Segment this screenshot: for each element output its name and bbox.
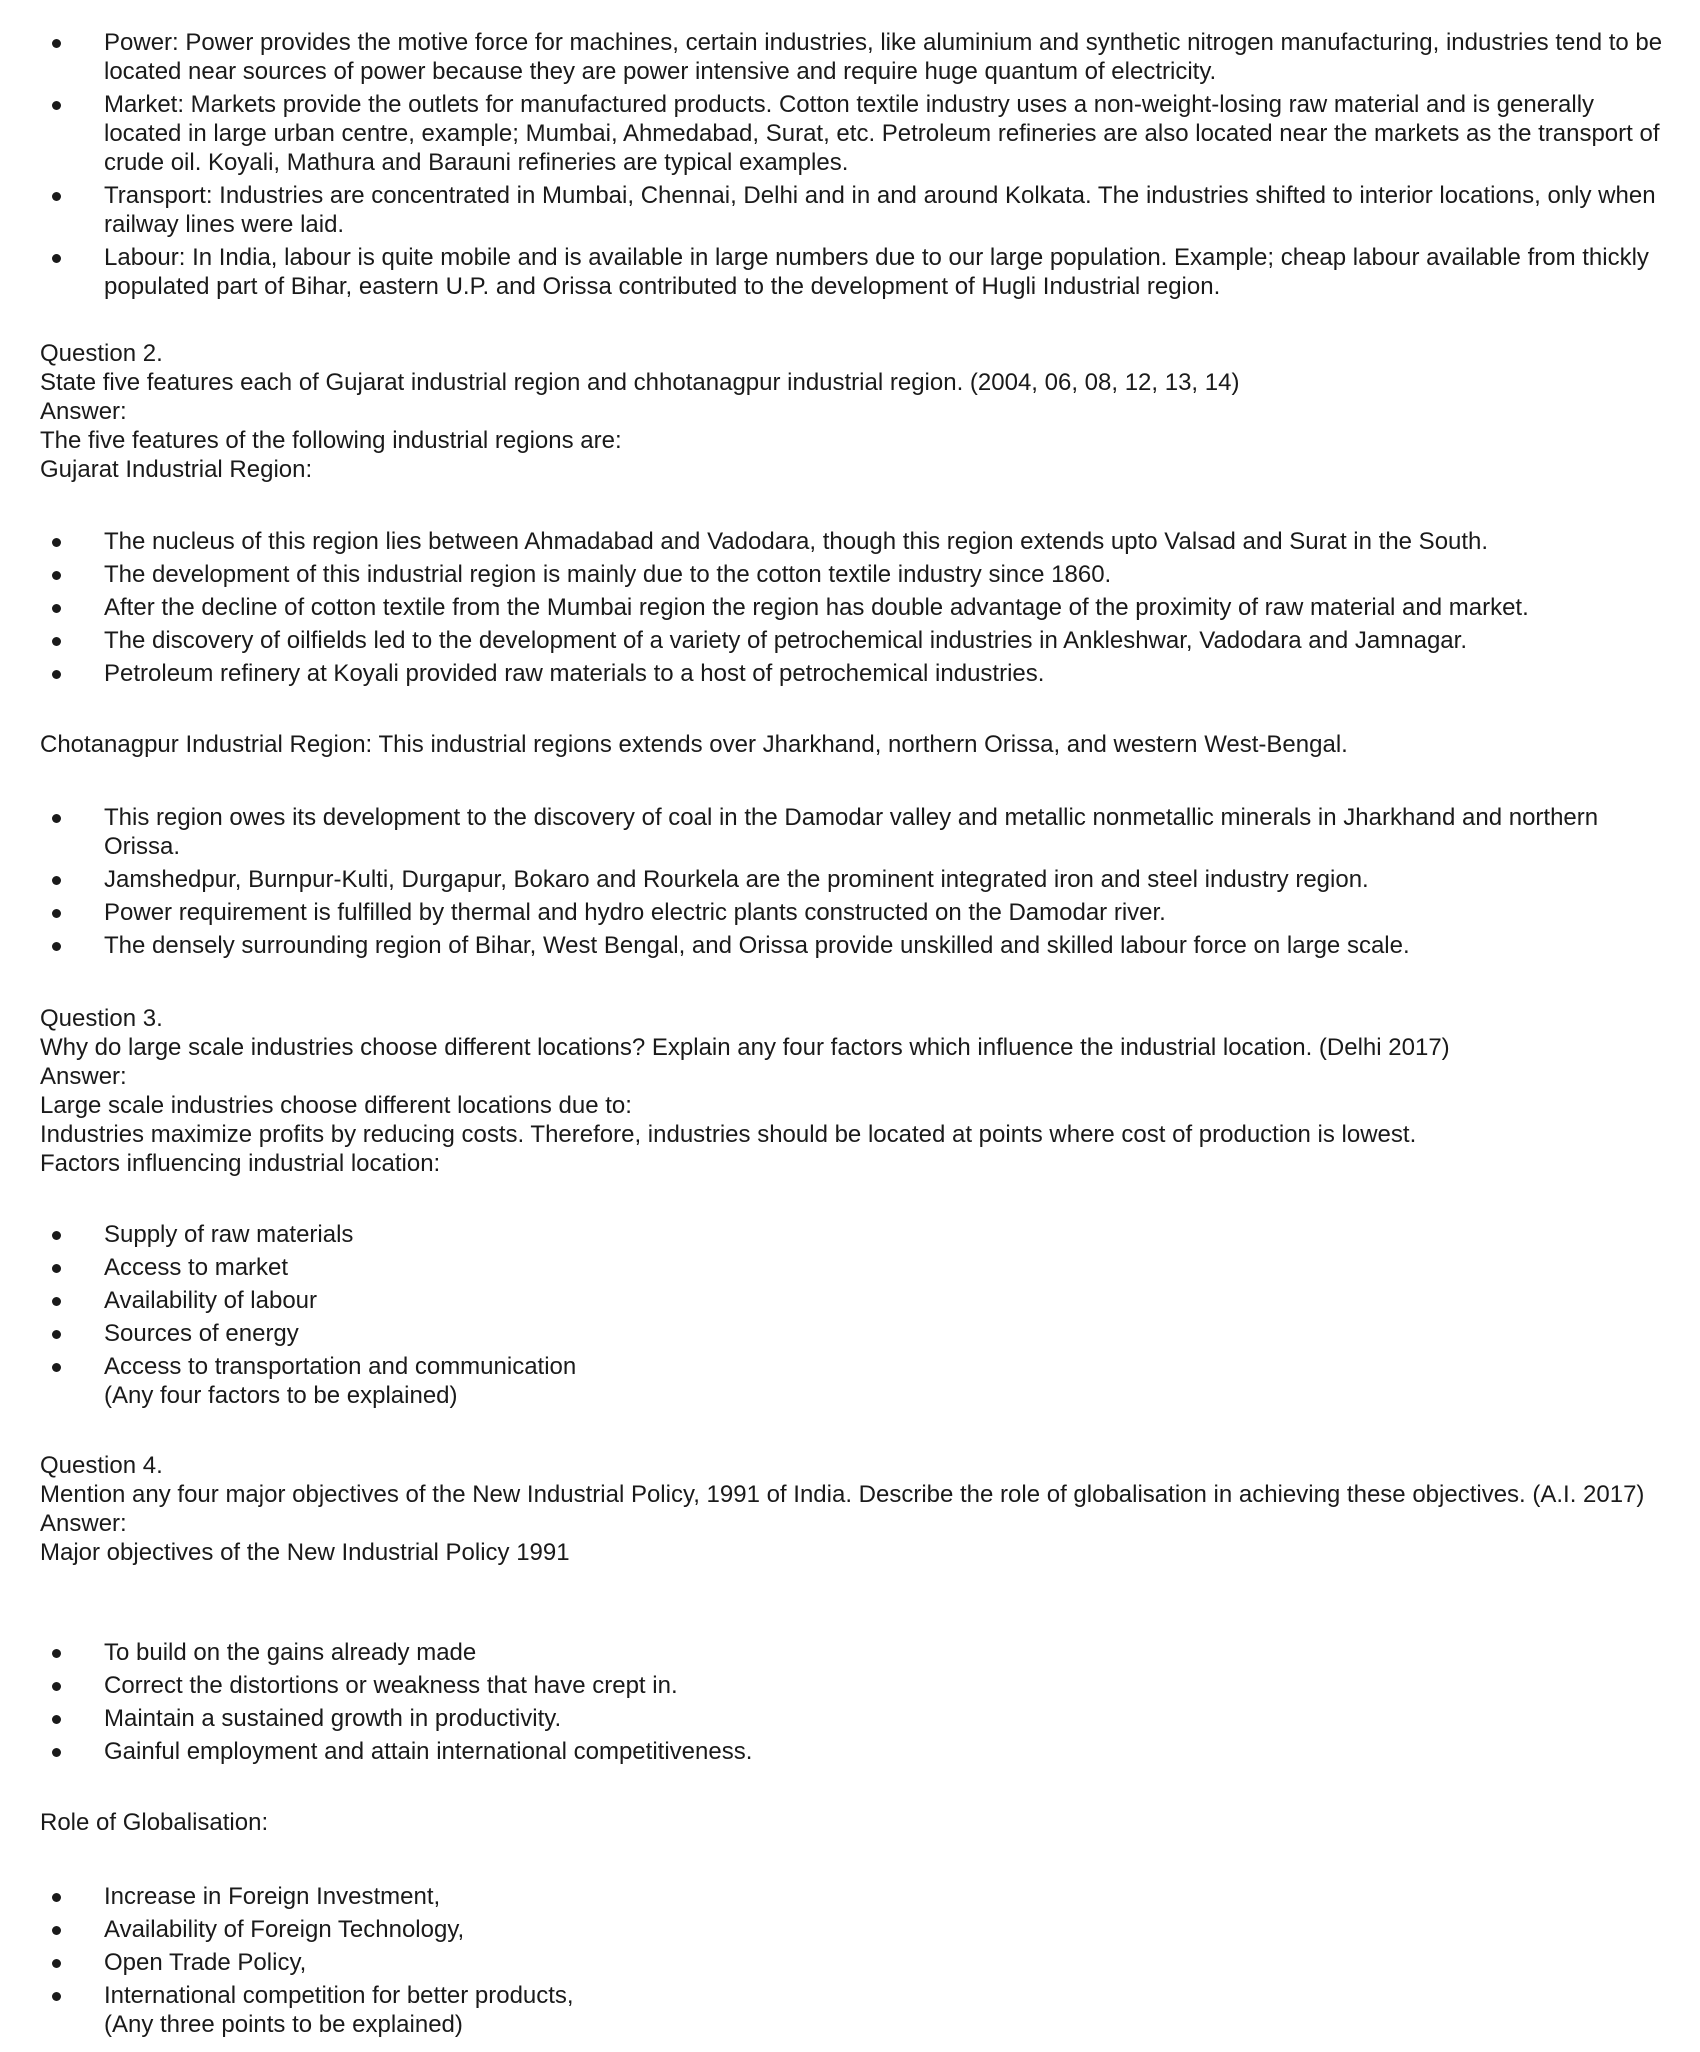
bullet-icon: [52, 254, 61, 263]
list-item: [0, 560, 1700, 589]
bullet-icon: [52, 604, 61, 613]
bullet-icon: [52, 942, 61, 951]
list-item-text: Availability of labour: [104, 1287, 318, 1314]
list-item-text: After the decline of cotton textile from the Mumbai region the region has double advantage of the proximity of raw material and market.: [104, 594, 1529, 621]
bullet-icon: [52, 1330, 61, 1339]
chotanagpur-title: Chotanagpur Industrial Region: This industrial regions extends over Jharkhand, northern Orissa, and western West-Bengal.: [40, 731, 1348, 758]
question-text: State five features each of Gujarat industrial region and chhotanagpur industrial region. (2004, 06, 08, 12, 13, 14): [40, 369, 1240, 396]
bullet-icon: [52, 39, 61, 48]
globalisation-list: [0, 1882, 1700, 2043]
list-item-text: Access to market: [104, 1254, 289, 1281]
list-item-text: Open Trade Policy,: [104, 1949, 307, 1976]
list-item-text: Labour: In India, labour is quite mobile and is available in large numbers due to our large population. Example; cheap labour available from thickly populated part of Bihar, eastern U.P. and Orissa contributed to the development of Hugli Industrial region.: [104, 244, 1649, 300]
bullet-icon: [52, 1264, 61, 1273]
list-item-text: The discovery of oilfields led to the development of a variety of petrochemical industries in Ankleshwar, Vadodara and Jamnagar.: [104, 627, 1467, 654]
answer-label: Answer:: [40, 398, 127, 425]
question-text: Why do large scale industries choose different locations? Explain any four factors which influence the industrial location. (Delhi 2017): [40, 1034, 1450, 1061]
bullet-icon: [52, 1231, 61, 1240]
list-item-text: Petroleum refinery at Koyali provided raw materials to a host of petrochemical industries.: [104, 660, 1045, 687]
list-item: [0, 1915, 1700, 1944]
answer-intro: The five features of the following industrial regions are:: [40, 427, 622, 454]
list-item: [0, 1981, 1700, 2010]
list-item: [0, 90, 1700, 177]
bullet-icon: [52, 571, 61, 580]
bullet-icon: [52, 1992, 61, 2001]
question-heading: Question 2.: [40, 340, 163, 367]
list-item: [0, 1704, 1700, 1733]
bullet-icon: [52, 814, 61, 823]
list-item-text: International competition for better products,: [104, 1982, 574, 2009]
list-item: [0, 898, 1700, 927]
q3-block: [40, 1004, 1670, 1178]
bullet-icon: [52, 1682, 61, 1691]
list-item: [0, 803, 1700, 861]
list-item-text: Transport: Industries are concentrated in Mumbai, Chennai, Delhi and in and around Kolkata. The industries shifted to interior locations, only when railway lines were laid.: [104, 182, 1656, 238]
list-item: [0, 1319, 1700, 1348]
list-item-text: Access to transportation and communication: [104, 1353, 577, 1380]
list-item: [0, 1737, 1700, 1766]
bullet-icon: [52, 1926, 61, 1935]
list-item-text: Increase in Foreign Investment,: [104, 1883, 441, 1910]
answer-line: Large scale industries choose different locations due to:: [40, 1092, 632, 1119]
section-title: Gujarat Industrial Region:: [40, 456, 313, 483]
question-text: Mention any four major objectives of the New Industrial Policy, 1991 of India. Describe the role of globalisation in achieving these objectives. (A.I. 2017): [40, 1481, 1645, 1508]
list-item-text: This region owes its development to the discovery of coal in the Damodar valley and metallic nonmetallic minerals in Jharkhand and northern Orissa.: [104, 804, 1599, 860]
list-item: [0, 659, 1700, 688]
list-item: [0, 931, 1700, 960]
list-item-text: The densely surrounding region of Bihar, West Bengal, and Orissa provide unskilled and skilled labour force on large scale.: [104, 932, 1410, 959]
list-item-text: Jamshedpur, Burnpur-Kulti, Durgapur, Bokaro and Rourkela are the prominent integrated iron and steel industry region.: [104, 866, 1369, 893]
list-item: [0, 28, 1700, 86]
bullet-icon: [52, 192, 61, 201]
list-item: [0, 181, 1700, 239]
bullet-icon: [52, 101, 61, 110]
factors-list: [0, 1220, 1700, 1414]
objectives-list: [0, 1638, 1700, 1770]
bullet-icon: [52, 876, 61, 885]
answer-line: Industries maximize profits by reducing costs. Therefore, industries should be located at points where cost of production is lowest.: [40, 1121, 1417, 1148]
bullet-icon: [52, 637, 61, 646]
bullet-icon: [52, 909, 61, 918]
list-item-text: Power: Power provides the motive force for machines, certain industries, like aluminium and synthetic nitrogen manufacturing, industries tend to be located near sources of power because they are power intensive and require huge quantum of electricity.: [104, 29, 1663, 85]
list-note: [0, 1381, 1700, 1410]
bullet-icon: [52, 1893, 61, 1902]
list-item: [0, 1638, 1700, 1667]
bullet-icon: [52, 670, 61, 679]
q4-block: [40, 1451, 1670, 1567]
list-item-text: The nucleus of this region lies between Ahmadabad and Vadodara, though this region extends upto Valsad and Surat in the South.: [104, 528, 1489, 555]
list-item-text: Power requirement is fulfilled by thermal and hydro electric plants constructed on the Damodar river.: [104, 899, 1166, 926]
answer-label: Answer:: [40, 1063, 127, 1090]
section-title: Major objectives of the New Industrial Policy 1991: [40, 1539, 570, 1566]
bullet-icon: [52, 1363, 61, 1372]
bullet-icon: [52, 538, 61, 547]
list-item: [0, 1253, 1700, 1282]
list-item: [0, 527, 1700, 556]
list-item: [0, 1220, 1700, 1249]
question-heading: Question 3.: [40, 1005, 163, 1032]
bullet-icon: [52, 1715, 61, 1724]
list-item: [0, 626, 1700, 655]
list-item-text: Maintain a sustained growth in productivity.: [104, 1705, 562, 1732]
list-item-text: Sources of energy: [104, 1320, 299, 1347]
list-item-text: Supply of raw materials: [104, 1221, 354, 1248]
note-text: (Any four factors to be explained): [104, 1382, 458, 1409]
question-heading: Question 4.: [40, 1452, 163, 1479]
list-item: [0, 1286, 1700, 1315]
bullet-icon: [52, 1748, 61, 1757]
globalisation-title: Role of Globalisation:: [40, 1809, 269, 1836]
bullet-icon: [52, 1649, 61, 1658]
answer-line: Factors influencing industrial location:: [40, 1150, 441, 1177]
answer-label: Answer:: [40, 1510, 127, 1537]
list-note: [0, 2010, 1700, 2039]
list-item: [0, 1352, 1700, 1381]
list-item-text: To build on the gains already made: [104, 1639, 477, 1666]
location-factors-list: [0, 28, 1700, 305]
list-item: [0, 1882, 1700, 1911]
list-item: [0, 1948, 1700, 1977]
note-text: (Any three points to be explained): [104, 2011, 463, 2038]
chotanagpur-features-list: [0, 803, 1700, 964]
list-item: [0, 1671, 1700, 1700]
list-item-text: Availability of Foreign Technology,: [104, 1916, 465, 1943]
q2-block: [40, 339, 1670, 484]
bullet-icon: [52, 1959, 61, 1968]
gujarat-features-list: [0, 527, 1700, 692]
list-item: [0, 243, 1700, 301]
list-item: [0, 593, 1700, 622]
list-item: [0, 865, 1700, 894]
list-item-text: Gainful employment and attain international competitiveness.: [104, 1738, 753, 1765]
bullet-icon: [52, 1297, 61, 1306]
list-item-text: The development of this industrial region is mainly due to the cotton textile industry since 1860.: [104, 561, 1112, 588]
list-item-text: Market: Markets provide the outlets for manufactured products. Cotton textile industry uses a non-weight-losing raw material and is generally located in large urban centre, example; Mumbai, Ahmedabad, Surat, etc. Petroleum refineries are also located near the markets as the transport of crude oil. Koyali, Mathura and Barauni refineries are typical examples.: [104, 91, 1660, 176]
list-item-text: Correct the distortions or weakness that have crept in.: [104, 1672, 678, 1699]
